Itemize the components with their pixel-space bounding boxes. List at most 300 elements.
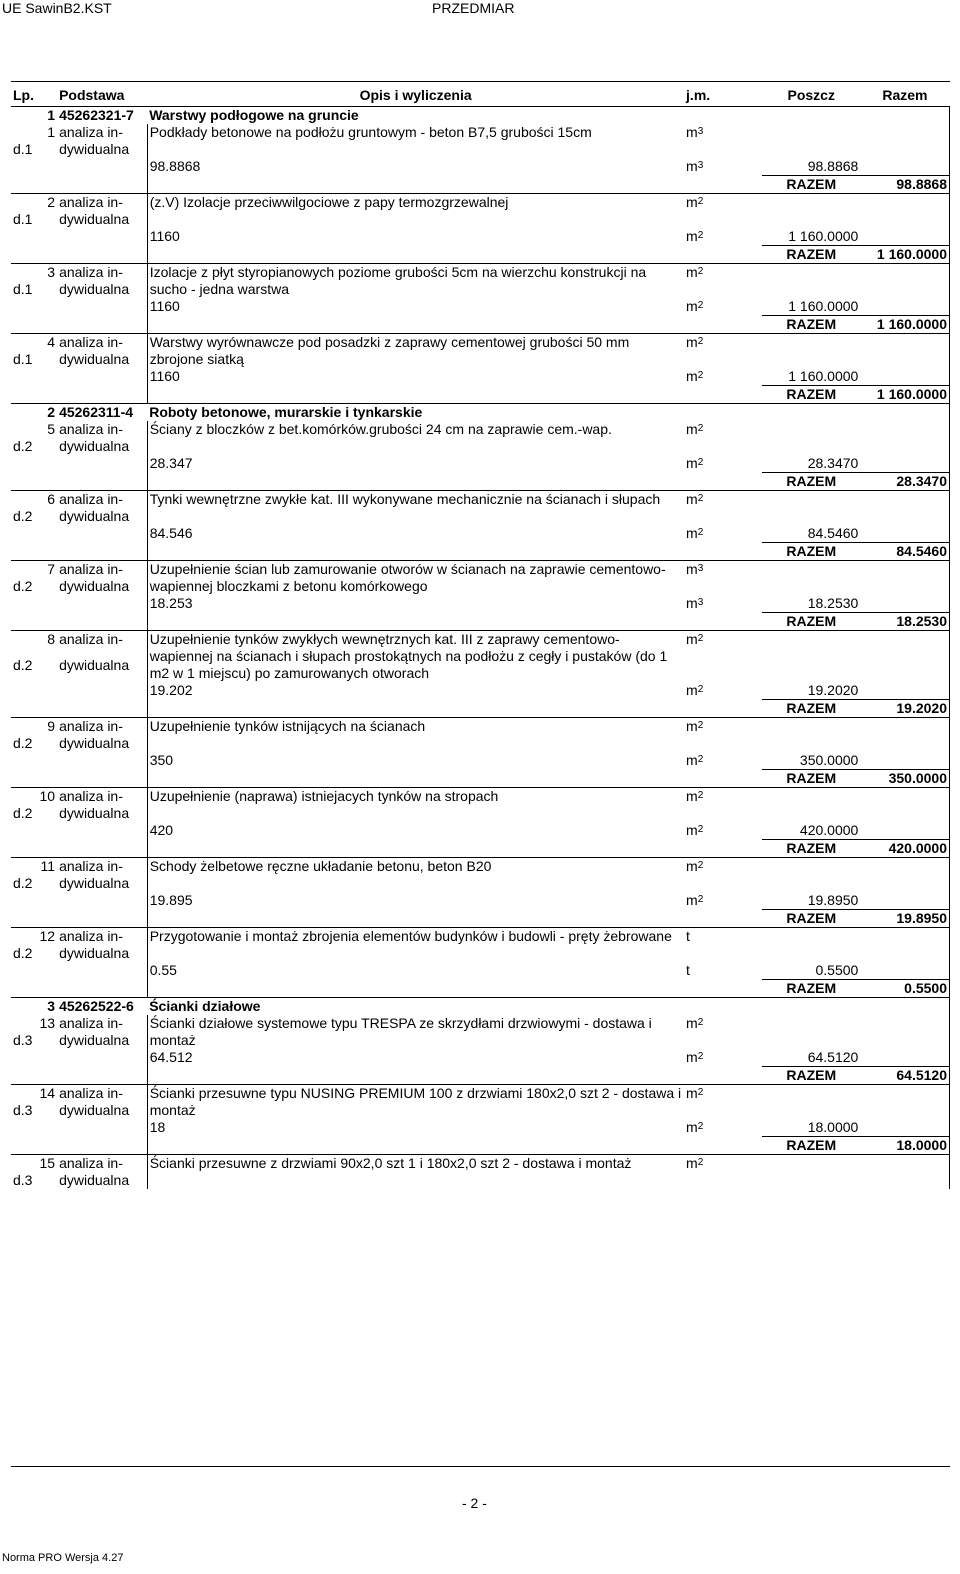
section-row (11, 998, 950, 1016)
item-spacer (684, 473, 762, 491)
item-spacer (762, 211, 949, 228)
estimate-table (11, 81, 950, 1189)
item-unit (684, 491, 762, 509)
item-chapter-ref: d.2 (13, 508, 33, 524)
item-basis-line1: analiza in- (57, 631, 147, 657)
calc-unit-symbol: m (686, 682, 698, 698)
item-spacer (57, 368, 147, 386)
item-description: Przygotowanie i montaż zbrojenia elementów budynków i budowli - pręty żebrowane (147, 928, 684, 963)
item-unit-symbol: m (686, 1085, 698, 1101)
calc-unit-symbol: m (686, 368, 698, 384)
item-spacer (684, 735, 762, 752)
item-spacer (762, 875, 949, 892)
item-spacer (762, 945, 949, 962)
item-description: Uzupełnienie ścian lub zamurowanie otworów w ścianach na zaprawie cementowo-wapiennej bloczkami z betonu komórkowego (147, 561, 684, 596)
item-spacer (57, 1049, 147, 1067)
table-header-row (11, 82, 950, 107)
item-spacer (11, 158, 57, 176)
total-label: RAZEM (762, 910, 860, 928)
item-spacer (147, 246, 684, 264)
item-basis-line1: analiza in- (59, 1015, 123, 1031)
calc-unit (684, 455, 762, 473)
total-value: 1 160.0000 (860, 246, 949, 264)
calc-unit (684, 1119, 762, 1137)
calc-row (11, 822, 950, 840)
item-spacer (11, 910, 57, 928)
item-spacer (860, 752, 949, 770)
item-unit-symbol: m (686, 718, 698, 734)
item-spacer (684, 1172, 762, 1189)
item-spacer (11, 386, 57, 404)
item-spacer (684, 176, 762, 194)
item-chapter-ref: d.2 (13, 945, 33, 961)
calc-unit-exponent: 2 (697, 527, 704, 538)
total-label: RAZEM (762, 770, 860, 788)
item-spacer (762, 657, 949, 682)
item-basis-line2: dywidualna (59, 875, 130, 891)
total-row (11, 1067, 950, 1085)
section-title: Roboty betonowe, murarskie i tynkarskie (147, 404, 949, 422)
total-label: RAZEM (762, 1067, 860, 1085)
item-description: Ścianki przesuwne typu NUSING PREMIUM 100 z drzwiami 180x2,0 szt 2 - dostawa i montaż (147, 1085, 684, 1120)
item-unit-exponent: 2 (697, 493, 704, 504)
item-unit-symbol: m (686, 194, 698, 210)
item-basis-line2: dywidualna (59, 656, 130, 673)
total-row (11, 316, 950, 334)
total-row (11, 910, 950, 928)
item-spacer (762, 141, 949, 158)
calc-row (11, 1049, 950, 1067)
item-spacer (762, 858, 949, 876)
item-spacer (147, 316, 684, 334)
item-spacer (11, 595, 57, 613)
item-spacer (684, 578, 762, 595)
total-row (11, 386, 950, 404)
total-value: 1 160.0000 (860, 386, 949, 404)
item-unit-exponent: 2 (697, 633, 704, 644)
item-basis-line2: dywidualna (59, 1172, 130, 1188)
item-spacer (860, 228, 949, 246)
item-spacer (11, 455, 57, 473)
total-label: RAZEM (762, 700, 860, 718)
item-spacer (684, 316, 762, 334)
item-spacer (11, 176, 57, 194)
document-title: PRZEDMIAR (432, 0, 515, 16)
item-spacer (762, 508, 949, 525)
calc-expression: 420 (147, 822, 684, 840)
col-podstawa: Podstawa (57, 82, 147, 107)
calc-expression: 0.55 (147, 962, 684, 980)
calc-expression: 19.895 (147, 892, 684, 910)
calc-row (11, 228, 950, 246)
item-number: 7 (11, 561, 57, 579)
item-spacer (762, 718, 949, 736)
calc-unit-exponent: 3 (697, 160, 704, 171)
item-spacer (860, 962, 949, 980)
calc-unit-exponent: 2 (697, 457, 704, 468)
item-spacer (11, 1137, 57, 1155)
item-spacer (11, 543, 57, 561)
total-row (11, 980, 950, 998)
calc-unit-exponent: 2 (697, 1051, 704, 1062)
item-basis-line1: analiza in- (57, 1085, 147, 1103)
item-spacer (147, 613, 684, 631)
total-row (11, 473, 950, 491)
item-unit-exponent: 2 (697, 860, 704, 871)
section-row (11, 404, 950, 422)
calc-expression: 84.546 (147, 525, 684, 543)
item-spacer (762, 491, 949, 509)
total-row (11, 840, 950, 858)
item-chapter-ref: d.2 (13, 805, 33, 821)
item-unit-exponent: 3 (697, 563, 704, 574)
calc-row (11, 455, 950, 473)
item-description: Uzupełnienie (naprawa) istniejacych tynków na stropach (147, 788, 684, 823)
item-spacer (57, 752, 147, 770)
item-spacer (762, 805, 949, 822)
calc-partial: 84.5460 (807, 525, 859, 541)
total-value: 18.2530 (860, 613, 949, 631)
item-spacer (684, 980, 762, 998)
table-bottom-rule (11, 1466, 950, 1467)
total-value: 19.8950 (860, 910, 949, 928)
item-spacer (147, 1067, 684, 1085)
item-number: 8 (11, 631, 57, 657)
calc-row (11, 682, 950, 700)
calc-unit-exponent: 2 (697, 370, 704, 381)
item-spacer (762, 788, 949, 806)
item-number: 1 (47, 124, 56, 140)
item-basis-line2: dywidualna (59, 141, 130, 157)
item-basis-line2: dywidualna (59, 351, 130, 367)
item-spacer (684, 840, 762, 858)
item-description: Izolacje z płyt styropianowych poziome grubości 5cm na wierzchu konstrukcji na sucho - jedna warstwa (147, 264, 684, 299)
calc-expression: 18.253 (147, 595, 684, 613)
item-row (11, 124, 950, 141)
item-basis-line2: dywidualna (59, 508, 130, 524)
item-unit-symbol: t (686, 928, 690, 944)
item-unit (684, 561, 762, 579)
item-unit (684, 194, 762, 212)
calc-unit-symbol: m (686, 455, 698, 471)
item-spacer (762, 438, 949, 455)
item-spacer (57, 543, 147, 561)
item-row (11, 788, 950, 806)
item-spacer (860, 892, 949, 910)
section-code: 45262311-4 (57, 404, 147, 422)
item-unit (684, 718, 762, 736)
item-unit-exponent: 2 (697, 1087, 704, 1098)
item-spacer (11, 316, 57, 334)
item-spacer (11, 228, 57, 246)
calc-unit-exponent: 2 (697, 684, 704, 695)
item-spacer (11, 298, 57, 316)
item-unit-symbol: m (686, 788, 698, 804)
item-chapter-ref: d.1 (13, 211, 33, 227)
item-spacer (57, 613, 147, 631)
item-spacer (57, 595, 147, 613)
calc-unit-symbol: m (686, 752, 698, 768)
calc-partial: 1 160.0000 (788, 368, 859, 384)
section-code: 45262522-6 (57, 998, 147, 1016)
software-footer: Norma PRO Wersja 4.27 (2, 1552, 124, 1564)
item-number: 13 (39, 1015, 56, 1031)
item-spacer (147, 700, 684, 718)
calc-partial: 98.8868 (807, 158, 859, 174)
item-spacer (57, 158, 147, 176)
item-spacer (147, 910, 684, 928)
item-spacer (684, 281, 762, 298)
item-spacer (762, 194, 949, 212)
item-spacer (762, 631, 949, 657)
col-opis: Opis i wyliczenia (147, 82, 684, 107)
total-value: 0.5500 (860, 980, 949, 998)
item-unit-symbol: m (686, 491, 698, 507)
item-spacer (684, 945, 762, 962)
item-unit (684, 264, 762, 282)
item-spacer (860, 525, 949, 543)
item-row (11, 491, 950, 509)
calc-unit (684, 962, 762, 980)
calc-partial: 1 160.0000 (788, 298, 859, 314)
item-unit (684, 421, 762, 438)
total-value: 350.0000 (860, 770, 949, 788)
calc-expression: 1160 (147, 228, 684, 246)
total-value: 420.0000 (860, 840, 949, 858)
item-row (11, 858, 950, 876)
item-unit (684, 858, 762, 876)
total-label: RAZEM (762, 176, 860, 194)
item-unit-symbol: m (686, 1155, 698, 1171)
item-basis-line2: dywidualna (59, 945, 130, 961)
item-description: Warstwy wyrównawcze pod posadzki z zaprawy cementowej grubości 50 mm zbrojone siatką (147, 334, 684, 369)
item-spacer (57, 980, 147, 998)
section-number: 2 (11, 404, 57, 422)
calc-unit-exponent: 2 (697, 1121, 704, 1132)
item-chapter-ref: d.3 (13, 1032, 33, 1048)
document-filename: UE SawinB2.KST (2, 0, 112, 16)
item-unit-symbol: m (686, 334, 698, 350)
calc-unit-symbol: m (686, 1049, 698, 1065)
calc-unit (684, 682, 762, 700)
item-basis-line1: analiza in- (57, 334, 147, 352)
item-chapter-ref: d.2 (13, 875, 33, 891)
item-unit-exponent: 2 (697, 423, 704, 434)
item-spacer (147, 1137, 684, 1155)
item-spacer (57, 316, 147, 334)
item-spacer (860, 595, 949, 613)
col-lp: Lp. (11, 82, 57, 107)
item-spacer (147, 770, 684, 788)
item-spacer (57, 228, 147, 246)
item-spacer (684, 910, 762, 928)
item-number: 11 (11, 858, 57, 876)
item-spacer (684, 875, 762, 892)
calc-unit-symbol: m (686, 892, 698, 908)
item-number: 12 (11, 928, 57, 946)
calc-unit (684, 228, 762, 246)
item-spacer (762, 1172, 949, 1189)
item-basis-line2: dywidualna (59, 281, 130, 297)
item-basis-line1: analiza in- (57, 491, 147, 509)
item-basis-line2: dywidualna (59, 578, 130, 594)
item-number: 9 (11, 718, 57, 736)
item-description: Ściany z bloczków z bet.komórków.grubości 24 cm na zaprawie cem.-wap. (147, 421, 684, 455)
item-spacer (11, 700, 57, 718)
item-spacer (860, 298, 949, 316)
total-row (11, 543, 950, 561)
item-spacer (11, 840, 57, 858)
total-label: RAZEM (762, 1137, 860, 1155)
section-code: 45262321-7 (57, 107, 147, 125)
section-title: Warstwy podłogowe na gruncie (147, 107, 949, 125)
item-unit-exponent: 2 (697, 1157, 704, 1168)
item-description: Ścianki działowe systemowe typu TRESPA ze skrzydłami drzwiowymi - dostawa i montaż (147, 1015, 684, 1049)
item-basis-line1: analiza in- (59, 124, 123, 140)
item-spacer (762, 928, 949, 946)
item-unit (684, 334, 762, 352)
total-label: RAZEM (762, 840, 860, 858)
total-label: RAZEM (762, 316, 860, 334)
item-number: 6 (11, 491, 57, 509)
calc-row (11, 595, 950, 613)
item-unit-exponent: 2 (697, 720, 704, 731)
total-value: 98.8868 (860, 176, 949, 194)
item-basis-line2: dywidualna (59, 1102, 130, 1118)
item-spacer (147, 473, 684, 491)
item-spacer (57, 455, 147, 473)
item-spacer (762, 334, 949, 352)
item-spacer (11, 613, 57, 631)
item-spacer (11, 1049, 57, 1067)
item-chapter-ref: d.2 (13, 438, 33, 454)
section-number: 1 (11, 107, 57, 125)
item-unit (684, 124, 762, 141)
total-row (11, 176, 950, 194)
item-spacer (57, 246, 147, 264)
item-spacer (11, 962, 57, 980)
item-chapter-ref: d.2 (13, 656, 33, 673)
calc-unit-exponent: 2 (697, 754, 704, 765)
calc-expression: 1160 (147, 368, 684, 386)
item-spacer (762, 1015, 949, 1032)
item-unit-exponent: 2 (697, 196, 704, 207)
item-chapter-ref: d.3 (13, 1102, 33, 1118)
item-spacer (11, 770, 57, 788)
item-unit-symbol: m (686, 421, 698, 437)
item-spacer (684, 770, 762, 788)
total-label: RAZEM (762, 980, 860, 998)
calc-expression: 1160 (147, 298, 684, 316)
item-basis-line1: analiza in- (57, 264, 147, 282)
item-spacer (860, 158, 949, 176)
item-spacer (684, 1067, 762, 1085)
calc-unit-symbol: t (686, 962, 690, 978)
calc-row (11, 298, 950, 316)
item-spacer (57, 473, 147, 491)
calc-unit-exponent: 2 (697, 824, 704, 835)
item-spacer (11, 980, 57, 998)
calc-partial: 420.0000 (799, 822, 859, 838)
calc-unit (684, 525, 762, 543)
calc-expression: 64.512 (147, 1049, 684, 1067)
item-basis-line2: dywidualna (59, 735, 130, 751)
item-row (11, 1155, 950, 1173)
item-number: 3 (11, 264, 57, 282)
calc-partial: 64.5120 (807, 1049, 859, 1065)
item-unit-symbol: m (686, 858, 698, 874)
item-spacer (11, 525, 57, 543)
calc-expression: 98.8868 (147, 158, 684, 176)
item-spacer (147, 386, 684, 404)
calc-partial: 18.2530 (807, 595, 859, 611)
item-row (11, 718, 950, 736)
calc-expression: 19.202 (147, 682, 684, 700)
calc-expression: 18 (147, 1119, 684, 1137)
item-chapter-ref: d.1 (13, 141, 33, 157)
item-spacer (762, 421, 949, 438)
item-unit-symbol: m (686, 561, 698, 577)
item-spacer (57, 682, 147, 700)
item-spacer (57, 840, 147, 858)
item-unit-symbol: m (686, 1015, 698, 1031)
total-value: 18.0000 (860, 1137, 949, 1155)
calc-unit (684, 158, 762, 176)
item-unit (684, 631, 762, 657)
item-unit-exponent: 2 (697, 336, 704, 347)
item-spacer (684, 141, 762, 158)
section-title: Ścianki działowe (147, 998, 949, 1016)
item-spacer (684, 1032, 762, 1049)
item-unit (684, 788, 762, 806)
total-label: RAZEM (762, 246, 860, 264)
item-unit (684, 1015, 762, 1032)
item-spacer (11, 822, 57, 840)
item-spacer (11, 246, 57, 264)
item-row (11, 334, 950, 352)
calc-expression: 350 (147, 752, 684, 770)
calc-partial: 0.5500 (815, 962, 859, 978)
item-description: (z.V) Izolacje przeciwwilgociowe z papy termozgrzewalnej (147, 194, 684, 229)
calc-unit (684, 595, 762, 613)
item-spacer (57, 910, 147, 928)
section-number: 3 (11, 998, 57, 1016)
item-spacer (57, 298, 147, 316)
item-spacer (57, 700, 147, 718)
item-spacer (684, 246, 762, 264)
item-unit (684, 928, 762, 946)
item-unit-symbol: m (686, 264, 698, 280)
item-spacer (57, 770, 147, 788)
item-spacer (684, 1102, 762, 1119)
item-basis-line1: analiza in- (59, 421, 123, 437)
item-spacer (860, 1119, 949, 1137)
item-unit-exponent: 2 (697, 790, 704, 801)
item-description: Ścianki przesuwne z drzwiami 90x2,0 szt 1 i 180x2,0 szt 2 - dostawa i montaż (147, 1155, 684, 1190)
item-basis-line2: dywidualna (59, 438, 130, 454)
total-label: RAZEM (762, 473, 860, 491)
calc-unit-symbol: m (686, 595, 698, 611)
col-razem: Razem (860, 82, 949, 107)
item-row (11, 561, 950, 579)
item-basis-line1: analiza in- (57, 858, 147, 876)
item-number: 14 (11, 1085, 57, 1103)
calc-row (11, 962, 950, 980)
item-spacer (147, 176, 684, 194)
item-unit (684, 1085, 762, 1103)
calc-unit-symbol: m (686, 228, 698, 244)
calc-row (11, 158, 950, 176)
